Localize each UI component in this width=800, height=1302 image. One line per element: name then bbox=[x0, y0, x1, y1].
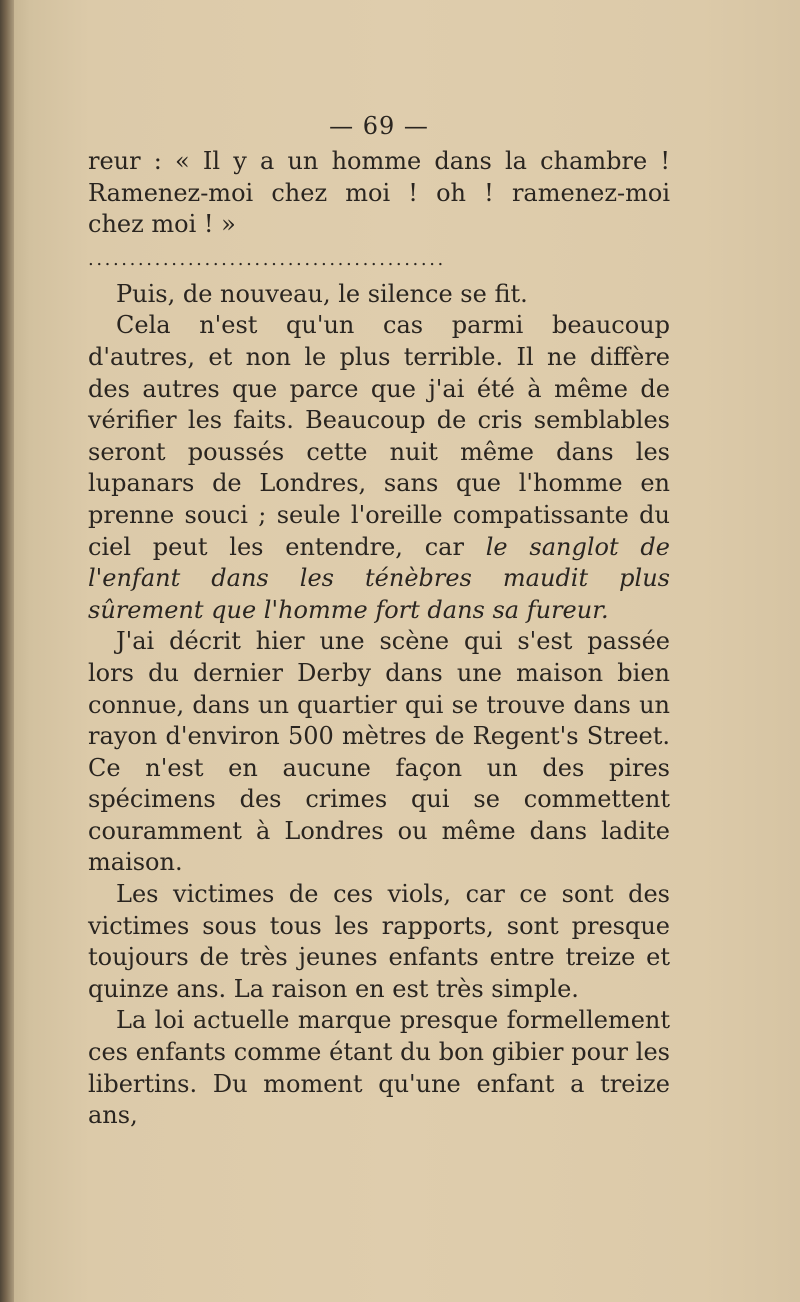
book-page bbox=[88, 108, 670, 1132]
page-number: — 69 — bbox=[329, 112, 429, 140]
paragraph-3: J'ai décrit hier une scène qui s'est passée lors du dernier Derby dans une maison bien connue, dans un quartier qui se trouve dans un rayon d'environ 500 mètres de Regent's Street. Ce n'est en aucune façon un des pires spécimens des crimes qui se commettent couramment à Londres ou même dans ladite maison. bbox=[88, 627, 670, 877]
paragraph-2-italic-quote: le sanglot de l'enfant dans les ténèbres maudit plus sûrement que l'homme fort dans sa fureur. bbox=[88, 532, 671, 624]
book-binding-edge bbox=[0, 0, 14, 1302]
page-text bbox=[88, 146, 670, 1132]
ellipsis-separator: ........................................... bbox=[88, 248, 446, 270]
continuation-paragraph: reur : « Il y a un homme dans la chambre ! Ramenez-moi chez moi ! oh ! ramenez-moi chez moi ! » bbox=[88, 147, 670, 239]
paragraph-4: Les victimes de ces viols, car ce sont des victimes sous tous les rapports, sont presque toujours de très jeunes enfants entre treize et quinze ans. La raison en est très simple. bbox=[88, 880, 670, 1003]
paragraph-5: La loi actuelle marque presque formellement ces enfants comme étant du bon gibier pour les libertins. Du moment qu'une enfant a treize ans, bbox=[88, 1006, 670, 1130]
paragraph-1: Puis, de nouveau, le silence se fit. bbox=[116, 279, 528, 308]
paragraph-2 bbox=[88, 310, 670, 626]
paragraph-2-text: Cela n'est qu'un cas parmi beaucoup d'autres, et non le plus terrible. Il ne diffère des autres que parce que j'ai été à même de vérifier les faits. Beaucoup de cris semblables seront poussés cette nuit même dans les lupanars de Londres, sans que l'homme en prenne souci ; seule l'oreille compatissante du ciel peut les entendre, car bbox=[88, 311, 670, 561]
